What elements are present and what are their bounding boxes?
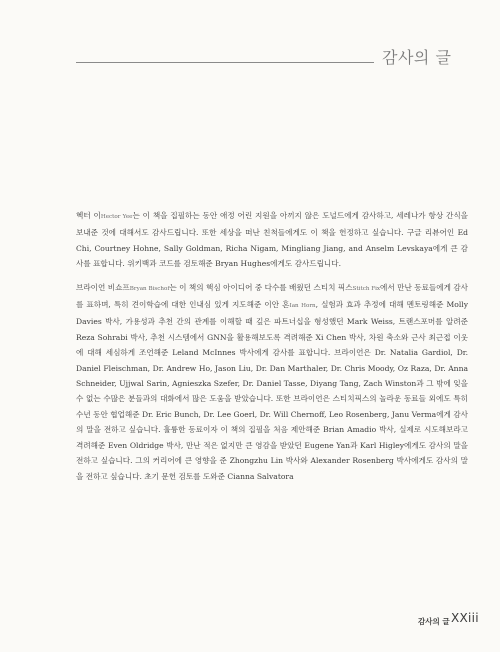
paragraph-text: 는 이 책을 집필하는 동안 애정 어린 지원을 아끼지 않은 도널드에게 감사하고, 세레나가 항상 간식을 보내준 것에 대해서도 감사드립니다. 또한 세상을 떠난 친척들에게도 이 책을 헌정하고 싶습니다. 구글 리뷰어인 Ed Chi, Courtney Hohne, Sally Goldman, Richa Nigam, Mingliang Jiang, and Anselm Levskaya에게 큰 감사를 표합니다. 위키백과 코드를 검토해준 Bryan Hughes에게도 감사드립니다. — [76, 211, 468, 269]
inline-english-name: Bryan Bischof — [129, 285, 170, 292]
paragraph-text: 헥터 이 — [76, 211, 101, 220]
header-rule — [76, 62, 374, 63]
paragraph — [76, 208, 468, 272]
inline-english-name: Hector Yee — [100, 214, 133, 220]
footer-section-label: 감사의 글 — [418, 617, 450, 626]
chapter-title: 감사의 글 — [382, 48, 452, 67]
inline-english-name: Stitch Fix — [352, 285, 381, 292]
paragraph — [76, 280, 468, 484]
paragraph-text: 는 이 책의 핵심 아이디어 중 다수를 배웠던 스티치 픽스 — [169, 282, 353, 292]
paragraph-text: , 실험과 효과 추정에 대해 멘토링해준 Molly Davies 박사, 가용성과 추천 간의 관계를 이해할 때 깊은 파트너십을 형성했던 Mark Weiss, 트랜스포머를 알려준 Reza Sohrabi 박사, 추천 시스템에서 GNN을 활용해보도록 격려해준 Xi Chen 박사, 차원 축소와 근사 최근접 이웃에 대해 세심하게 조언해준 Leland McInnes 박사에게 감사를 표합니다. 브라이언은 Dr. Natalia Gardiol, Dr. Daniel Fleischman, Dr. Andrew Ho, Jason Liu, Dr. Dan Marthaler, Dr. Chris Moody, Oz Raza, Dr. Anna Schneider, Ujjwal Sarin, Agnieszka Szefer, Dr. Daniel Tasse, Diyang Tang, Zach Winston과 그 밖에 잊을 수 없는 수많은 분들과의 대화에서 많은 도움을 받았습니다. 또한 브라이언은 스티치픽스의 놀라운 동료들 외에도 특히 수년 동안 협업해준 Dr. Eric Bunch, Dr. Lee Goerl, Dr. Will Chernoff, Leo Rosenberg, Janu Verma에게 감사의 말을 전하고 싶습니다. 훌륭한 동료이자 이 책의 집필을 처음 제안해준 Brian Amadio 박사, 실제로 시도해보라고 격려해준 Even Oldridge 박사, 만난 적은 없지만 큰 영감을 받았던 Eugene Yan과 Karl Higley에게도 감사의 말을 전하고 싶습니다. 그의 커리어에 큰 영향을 준 Zhongzhu Lin 박사와 Alexander Rosenberg 박사에게도 감사의 말을 전하고 싶습니다. 초기 문헌 검토를 도와준 Cianna Salvatora — [76, 300, 468, 481]
inline-english-name: Ian Horn — [289, 303, 316, 310]
page-number: XXiii — [451, 611, 479, 625]
paragraph-text: 브라이언 비쇼프 — [76, 282, 130, 292]
body-text — [76, 208, 468, 484]
paragraph-text: 에서 만난 동료들에게 감사를 표하며, 특히 견이학습에 대한 인내심 있게 지도해준 이안 혼 — [76, 282, 469, 310]
